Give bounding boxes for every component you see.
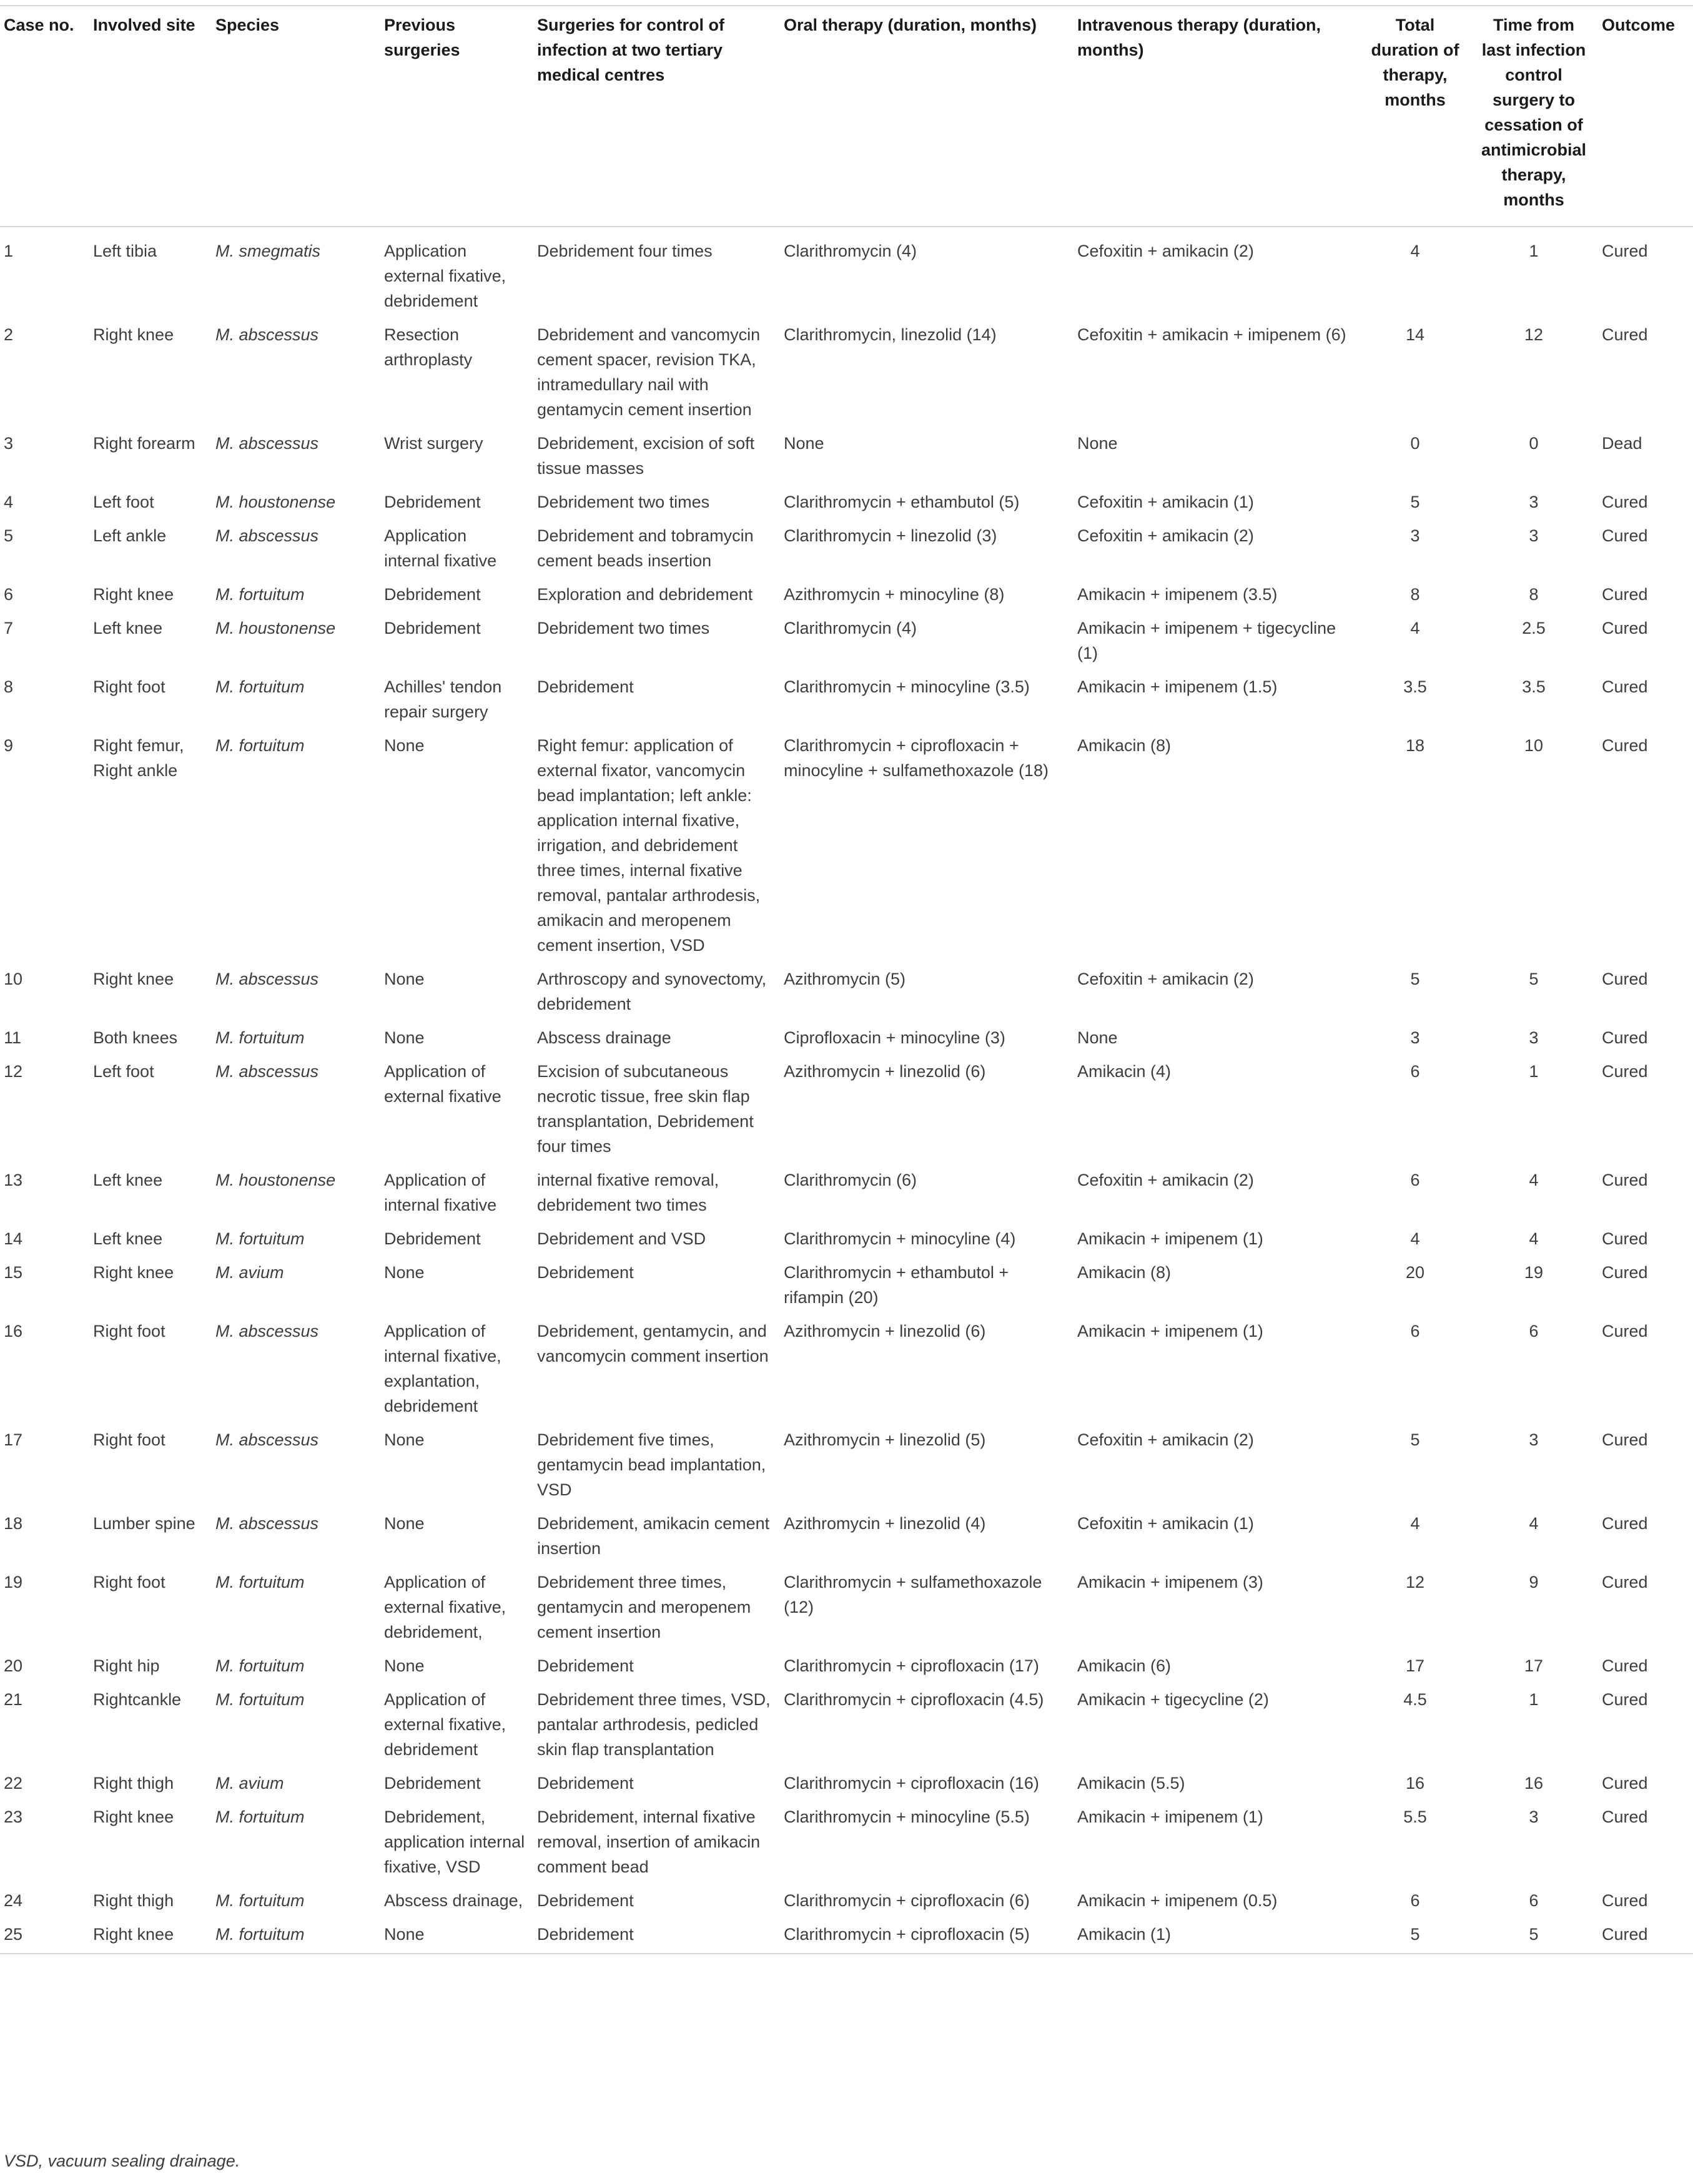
cell-oral-therapy: Azithromycin + linezolid (5) — [784, 1430, 986, 1449]
cell-intravenous-therapy: Amikacin (8) — [1077, 1263, 1172, 1282]
cell-intravenous-therapy: Amikacin + imipenem (1) — [1077, 1229, 1263, 1248]
cell-species: M. houstonense — [215, 1171, 336, 1189]
cell-species: M. smegmatis — [215, 242, 321, 260]
cell-outcome: Cured — [1598, 1917, 1693, 1954]
cell-case-no: 17 — [4, 1430, 23, 1449]
cell-involved-site: Both knees — [93, 1028, 178, 1047]
cell-involved-site: Right knee — [93, 585, 174, 604]
cell-time-to-cessation: 9 — [1529, 1573, 1539, 1591]
cell-case-no: 5 — [4, 526, 14, 545]
cell-species: M. avium — [215, 1263, 284, 1282]
cell-oral-therapy: Clarithromycin + ciprofloxacin (5) — [780, 1917, 1074, 1954]
cell-involved-site: Right foot — [93, 1573, 165, 1591]
cell-intravenous-therapy: None — [1077, 1028, 1118, 1047]
cell-intravenous-therapy: Amikacin (8) — [1077, 736, 1172, 755]
cell-previous-surgeries: Debridement — [384, 585, 481, 604]
cell-time-to-cessation: 16 — [1524, 1774, 1544, 1793]
cell-infection-control-surgeries: Debridement — [537, 1656, 634, 1675]
cell-case-no: 18 — [4, 1514, 23, 1533]
cell-oral-therapy: Azithromycin + linezolid (4) — [784, 1514, 986, 1533]
cell-intravenous-therapy: Cefoxitin + amikacin (2) — [1077, 970, 1254, 988]
cell-outcome: Cured — [1602, 1028, 1648, 1047]
cell-previous-surgeries: None — [380, 1917, 533, 1954]
cell-case-no: 20 — [4, 1656, 23, 1675]
cell-case-no: 23 — [4, 1808, 23, 1826]
header-row — [0, 6, 1693, 227]
cell-infection-control-surgeries: Right femur: application of external fixator, vancomycin bead implantation; left ankle: application internal fixative, irrigation, and debridement three times, internal fixative removal, pantalar arthrodesis, amikacin and meropenem cement insertion, VSD — [537, 736, 761, 955]
cell-infection-control-surgeries: Excision of subcutaneous necrotic tissue, free skin flap transplantation, Debridement four times — [537, 1062, 754, 1156]
cell-oral-therapy: Clarithromycin + ciprofloxacin (17) — [784, 1656, 1039, 1675]
cell-time-to-cessation: 1 — [1529, 242, 1539, 260]
cell-involved-site: Left ankle — [93, 526, 167, 545]
cell-outcome: Cured — [1602, 242, 1648, 260]
cell-previous-surgeries: Resection arthroplasty — [384, 325, 473, 369]
cell-species: M. fortuitum — [215, 585, 305, 604]
cell-involved-site: Right thigh — [93, 1891, 174, 1910]
cell-oral-therapy: Clarithromycin (6) — [784, 1171, 917, 1189]
cell-time-to-cessation: 1 — [1529, 1062, 1539, 1081]
cell-intravenous-therapy: None — [1077, 434, 1118, 453]
case-table — [0, 5, 1693, 1954]
cell-infection-control-surgeries: Debridement four times — [537, 242, 713, 260]
cell-involved-site: Right femur, Right ankle — [93, 736, 184, 780]
cell-involved-site: Right foot — [93, 1322, 165, 1340]
header-species: Species — [212, 6, 380, 227]
cell-total-duration: 6 — [1410, 1062, 1420, 1081]
cell-total-duration: 4 — [1410, 619, 1420, 637]
cell-intravenous-therapy: Amikacin (6) — [1077, 1656, 1172, 1675]
cell-outcome: Cured — [1602, 1229, 1648, 1248]
cell-time-to-cessation: 12 — [1524, 325, 1544, 344]
cell-time-to-cessation: 3 — [1529, 1430, 1539, 1449]
cell-outcome: Cured — [1602, 1690, 1648, 1709]
cell-previous-surgeries: Debridement — [384, 619, 481, 637]
cell-previous-surgeries: None — [384, 1028, 425, 1047]
cell-oral-therapy: Clarithromycin + ciprofloxacin (16) — [784, 1774, 1039, 1793]
cell-intravenous-therapy: Amikacin (1) — [1074, 1917, 1361, 1954]
table-row — [0, 518, 1693, 577]
table-row — [0, 1565, 1693, 1648]
cell-total-duration: 3 — [1410, 1028, 1420, 1047]
table-row — [0, 1054, 1693, 1163]
cell-intravenous-therapy: Amikacin + imipenem (1) — [1077, 1808, 1263, 1826]
cell-species: M. fortuitum — [215, 677, 305, 696]
cell-outcome: Cured — [1602, 526, 1648, 545]
cell-oral-therapy: Clarithromycin + minocyline (4) — [784, 1229, 1016, 1248]
cell-total-duration: 5 — [1410, 493, 1420, 511]
cell-case-no: 21 — [4, 1690, 23, 1709]
cell-species: M. houstonense — [215, 619, 336, 637]
cell-case-no: 4 — [4, 493, 14, 511]
cell-outcome: Cured — [1602, 1808, 1648, 1826]
cell-previous-surgeries: None — [384, 1514, 425, 1533]
cell-intravenous-therapy: Amikacin + imipenem (1) — [1077, 1322, 1263, 1340]
cell-time-to-cessation: 3 — [1529, 526, 1539, 545]
cell-involved-site: Lumber spine — [93, 1514, 195, 1533]
header-involved-site: Involved site — [89, 6, 212, 227]
cell-oral-therapy: None — [784, 434, 824, 453]
cell-oral-therapy: Azithromycin (5) — [784, 970, 906, 988]
cell-outcome: Cured — [1602, 493, 1648, 511]
cell-total-duration: 0 — [1410, 434, 1420, 453]
cell-total-duration: 6 — [1410, 1322, 1420, 1340]
table-row — [0, 728, 1693, 962]
cell-oral-therapy: Clarithromycin + ethambutol + rifampin (20) — [784, 1263, 1009, 1307]
table-row — [0, 485, 1693, 518]
cell-time-to-cessation: 5 — [1473, 1917, 1598, 1954]
cell-previous-surgeries: Achilles' tendon repair surgery — [384, 677, 502, 721]
cell-infection-control-surgeries: Debridement, internal fixative removal, insertion of amikacin comment bead — [537, 1808, 761, 1876]
cell-species: M. avium — [215, 1774, 284, 1793]
cell-time-to-cessation: 4 — [1529, 1514, 1539, 1533]
table-row — [0, 1020, 1693, 1054]
cell-intravenous-therapy: Cefoxitin + amikacin (2) — [1077, 242, 1254, 260]
cell-species: M. fortuitum — [215, 1808, 305, 1826]
cell-total-duration: 4 — [1410, 242, 1420, 260]
cell-infection-control-surgeries: Debridement and tobramycin cement beads insertion — [537, 526, 754, 570]
cell-previous-surgeries: Debridement, application internal fixative, VSD — [384, 1808, 525, 1876]
cell-infection-control-surgeries: Debridement two times — [537, 493, 710, 511]
table-row — [0, 1163, 1693, 1221]
cell-previous-surgeries: None — [384, 736, 425, 755]
cell-previous-surgeries: Application external fixative, debridement — [384, 242, 506, 310]
cell-previous-surgeries: Application of internal fixative, explantation, debridement — [384, 1322, 501, 1415]
cell-species: M. fortuitum — [215, 1690, 305, 1709]
cell-previous-surgeries: Application of external fixative, debridement — [384, 1690, 506, 1759]
cell-total-duration: 3.5 — [1403, 677, 1427, 696]
cell-case-no: 12 — [4, 1062, 23, 1081]
cell-species: M. abscessus — [215, 1062, 319, 1081]
cell-case-no: 13 — [4, 1171, 23, 1189]
cell-involved-site: Left knee — [93, 619, 163, 637]
cell-infection-control-surgeries: Debridement — [537, 1263, 634, 1282]
cell-total-duration: 6 — [1410, 1891, 1420, 1910]
cell-intravenous-therapy: Amikacin + imipenem (3.5) — [1077, 585, 1278, 604]
cell-infection-control-surgeries: Debridement — [533, 1917, 780, 1954]
cell-intravenous-therapy: Cefoxitin + amikacin (2) — [1077, 1430, 1254, 1449]
cell-total-duration: 17 — [1405, 1656, 1425, 1675]
cell-previous-surgeries: None — [384, 1656, 425, 1675]
cell-oral-therapy: Clarithromycin, linezolid (14) — [784, 325, 997, 344]
cell-intravenous-therapy: Cefoxitin + amikacin + imipenem (6) — [1077, 325, 1346, 344]
cell-total-duration: 5 — [1410, 1430, 1420, 1449]
cell-oral-therapy: Azithromycin + linezolid (6) — [784, 1322, 986, 1340]
cell-infection-control-surgeries: Debridement, excision of soft tissue masses — [537, 434, 755, 478]
cell-time-to-cessation: 6 — [1529, 1891, 1539, 1910]
cell-intravenous-therapy: Amikacin + imipenem + tigecycline (1) — [1077, 619, 1336, 662]
cell-involved-site: Right knee — [93, 1808, 174, 1826]
cell-outcome: Cured — [1602, 1573, 1648, 1591]
cell-time-to-cessation: 6 — [1529, 1322, 1539, 1340]
cell-intravenous-therapy: Cefoxitin + amikacin (1) — [1077, 493, 1254, 511]
cell-species: M. abscessus — [215, 1322, 319, 1340]
cell-outcome: Cured — [1602, 677, 1648, 696]
cell-infection-control-surgeries: Debridement three times, gentamycin and meropenem cement insertion — [537, 1573, 751, 1641]
cell-intravenous-therapy: Amikacin + tigecycline (2) — [1077, 1690, 1269, 1709]
table-row — [0, 611, 1693, 669]
table-row — [0, 426, 1693, 485]
table-row — [0, 1682, 1693, 1766]
cell-case-no: 19 — [4, 1573, 23, 1591]
cell-case-no: 3 — [4, 434, 14, 453]
cell-species: M. fortuitum — [215, 1891, 305, 1910]
table-row — [0, 577, 1693, 611]
table-body — [0, 227, 1693, 1954]
table-row — [0, 227, 1693, 317]
cell-oral-therapy: Clarithromycin + sulfamethoxazole (12) — [784, 1573, 1042, 1616]
cell-species: M. abscessus — [215, 526, 319, 545]
cell-outcome: Cured — [1602, 1514, 1648, 1533]
cell-oral-therapy: Ciprofloxacin + minocyline (3) — [784, 1028, 1005, 1047]
cell-time-to-cessation: 0 — [1529, 434, 1539, 453]
cell-involved-site: Right knee — [93, 970, 174, 988]
cell-time-to-cessation: 3 — [1529, 1028, 1539, 1047]
cell-outcome: Cured — [1602, 970, 1648, 988]
cell-outcome: Cured — [1602, 325, 1648, 344]
cell-previous-surgeries: None — [384, 1263, 425, 1282]
cell-oral-therapy: Clarithromycin + linezolid (3) — [784, 526, 997, 545]
header-outcome: Outcome — [1598, 6, 1693, 227]
cell-total-duration: 3 — [1410, 526, 1420, 545]
cell-oral-therapy: Clarithromycin + ethambutol (5) — [784, 493, 1020, 511]
cell-time-to-cessation: 1 — [1529, 1690, 1539, 1709]
cell-time-to-cessation: 3 — [1529, 1808, 1539, 1826]
cell-case-no: 7 — [4, 619, 14, 637]
cell-intravenous-therapy: Amikacin (5.5) — [1077, 1774, 1185, 1793]
cell-oral-therapy: Azithromycin + minocyline (8) — [784, 585, 1005, 604]
cell-total-duration: 6 — [1410, 1171, 1420, 1189]
cell-involved-site: Left foot — [93, 493, 154, 511]
cell-involved-site: Right knee — [89, 1917, 212, 1954]
cell-species: M. houstonense — [215, 493, 336, 511]
cell-time-to-cessation: 2.5 — [1522, 619, 1546, 637]
table-row — [0, 317, 1693, 426]
cell-intravenous-therapy: Amikacin (4) — [1077, 1062, 1172, 1081]
cell-species: M. abscessus — [215, 1514, 319, 1533]
cell-case-no: 10 — [4, 970, 23, 988]
header-case-no: Case no. — [0, 6, 89, 227]
cell-outcome: Cured — [1602, 1656, 1648, 1675]
cell-infection-control-surgeries: Debridement and VSD — [537, 1229, 706, 1248]
cell-oral-therapy: Clarithromycin (4) — [784, 242, 917, 260]
header-infection-control-surgeries: Surgeries for control of infection at two tertiary medical centres — [533, 6, 780, 227]
cell-oral-therapy: Clarithromycin + minocyline (3.5) — [784, 677, 1030, 696]
cell-infection-control-surgeries: Debridement — [537, 677, 634, 696]
cell-oral-therapy: Clarithromycin + ciprofloxacin (4.5) — [784, 1690, 1044, 1709]
cell-total-duration: 16 — [1405, 1774, 1425, 1793]
cell-species: M. fortuitum — [215, 1229, 305, 1248]
cell-infection-control-surgeries: Debridement two times — [537, 619, 710, 637]
cell-oral-therapy: Clarithromycin + ciprofloxacin (6) — [784, 1891, 1030, 1910]
cell-outcome: Cured — [1602, 1263, 1648, 1282]
header-intravenous-therapy: Intravenous therapy (duration, months) — [1074, 6, 1361, 227]
cell-previous-surgeries: Application of external fixative, debridement, — [384, 1573, 506, 1641]
cell-infection-control-surgeries: Exploration and debridement — [537, 585, 753, 604]
cell-oral-therapy: Clarithromycin + minocyline (5.5) — [784, 1808, 1030, 1826]
cell-intravenous-therapy: Amikacin + imipenem (1.5) — [1077, 677, 1278, 696]
header-previous-surgeries: Previous surgeries — [380, 6, 533, 227]
cell-involved-site: Left knee — [93, 1171, 163, 1189]
table-row — [0, 1917, 1693, 1954]
cell-outcome: Cured — [1602, 1322, 1648, 1340]
cell-total-duration: 4.5 — [1403, 1690, 1427, 1709]
cell-oral-therapy: Azithromycin + linezolid (6) — [784, 1062, 986, 1081]
cell-infection-control-surgeries: Debridement three times, VSD, pantalar arthrodesis, pedicled skin flap transplantation — [537, 1690, 771, 1759]
cell-case-no: 25 — [0, 1917, 89, 1954]
cell-species: M. fortuitum — [215, 1028, 305, 1047]
cell-intravenous-therapy: Cefoxitin + amikacin (2) — [1077, 1171, 1254, 1189]
cell-case-no: 9 — [4, 736, 14, 755]
cell-intravenous-therapy: Amikacin + imipenem (3) — [1077, 1573, 1263, 1591]
cell-case-no: 1 — [4, 242, 14, 260]
cell-time-to-cessation: 19 — [1524, 1263, 1544, 1282]
cell-previous-surgeries: Application of external fixative — [384, 1062, 501, 1106]
cell-total-duration: 14 — [1405, 325, 1425, 344]
table-row — [0, 1766, 1693, 1799]
cell-involved-site: Right knee — [93, 1263, 174, 1282]
cell-species: M. abscessus — [215, 1430, 319, 1449]
cell-case-no: 22 — [4, 1774, 23, 1793]
cell-previous-surgeries: Debridement — [384, 493, 481, 511]
table-row — [0, 1648, 1693, 1682]
cell-previous-surgeries: None — [384, 970, 425, 988]
table-row — [0, 1799, 1693, 1883]
cell-involved-site: Left foot — [93, 1062, 154, 1081]
cell-previous-surgeries: Debridement — [384, 1774, 481, 1793]
header-oral-therapy: Oral therapy (duration, months) — [780, 6, 1074, 227]
cell-outcome: Cured — [1602, 1774, 1648, 1793]
cell-involved-site: Right hip — [93, 1656, 160, 1675]
cell-previous-surgeries: None — [384, 1430, 425, 1449]
cell-previous-surgeries: Application internal fixative — [384, 526, 497, 570]
cell-time-to-cessation: 3.5 — [1522, 677, 1546, 696]
cell-total-duration: 5 — [1410, 970, 1420, 988]
cell-infection-control-surgeries: Debridement and vancomycin cement spacer, revision TKA, intramedullary nail with gentamycin cement insertion — [537, 325, 761, 419]
cell-case-no: 24 — [4, 1891, 23, 1910]
cell-previous-surgeries: Debridement — [384, 1229, 481, 1248]
cell-total-duration: 20 — [1405, 1263, 1425, 1282]
cell-case-no: 11 — [4, 1028, 22, 1047]
cell-involved-site: Right foot — [93, 1430, 165, 1449]
table-row — [0, 1506, 1693, 1565]
cell-intravenous-therapy: Cefoxitin + amikacin (1) — [1077, 1514, 1254, 1533]
cell-time-to-cessation: 3 — [1529, 493, 1539, 511]
cell-total-duration: 4 — [1410, 1514, 1420, 1533]
cell-total-duration: 4 — [1410, 1229, 1420, 1248]
cell-outcome: Dead — [1602, 434, 1642, 453]
cell-previous-surgeries: Abscess drainage, — [384, 1891, 523, 1910]
cell-oral-therapy: Clarithromycin (4) — [784, 619, 917, 637]
table-row — [0, 1314, 1693, 1422]
cell-case-no: 14 — [4, 1229, 23, 1248]
cell-involved-site: Left tibia — [93, 242, 157, 260]
cell-infection-control-surgeries: Debridement — [537, 1774, 634, 1793]
cell-outcome: Cured — [1602, 585, 1648, 604]
table-row — [0, 962, 1693, 1020]
table-row — [0, 1255, 1693, 1314]
cell-total-duration: 5 — [1361, 1917, 1473, 1954]
cell-time-to-cessation: 10 — [1524, 736, 1544, 755]
cell-intravenous-therapy: Cefoxitin + amikacin (2) — [1077, 526, 1254, 545]
table-row — [0, 1221, 1693, 1255]
cell-time-to-cessation: 17 — [1524, 1656, 1544, 1675]
cell-outcome: Cured — [1602, 1171, 1648, 1189]
cell-involved-site: Left knee — [93, 1229, 163, 1248]
cell-involved-site: Right knee — [93, 325, 174, 344]
cell-total-duration: 5.5 — [1403, 1808, 1427, 1826]
cell-infection-control-surgeries: Abscess drainage — [537, 1028, 671, 1047]
cell-previous-surgeries: Application of internal fixative — [384, 1171, 497, 1214]
cell-time-to-cessation: 4 — [1529, 1171, 1539, 1189]
cell-involved-site: Right thigh — [93, 1774, 174, 1793]
table-footnote: VSD, vacuum sealing drainage. — [4, 2152, 240, 2170]
cell-case-no: 6 — [4, 585, 14, 604]
cell-time-to-cessation: 8 — [1529, 585, 1539, 604]
cell-species: M. fortuitum — [215, 1656, 305, 1675]
cell-infection-control-surgeries: Arthroscopy and synovectomy, debridement — [537, 970, 767, 1013]
cell-outcome: Cured — [1602, 1430, 1648, 1449]
cell-outcome: Cured — [1602, 619, 1648, 637]
cell-intravenous-therapy: Amikacin + imipenem (0.5) — [1077, 1891, 1278, 1910]
cell-species: M. abscessus — [215, 434, 319, 453]
cell-outcome: Cured — [1602, 1062, 1648, 1081]
cell-previous-surgeries: Wrist surgery — [384, 434, 483, 453]
cell-total-duration: 12 — [1405, 1573, 1425, 1591]
cell-case-no: 15 — [4, 1263, 23, 1282]
cell-total-duration: 8 — [1410, 585, 1420, 604]
cell-infection-control-surgeries: internal fixative removal, debridement two times — [537, 1171, 719, 1214]
cell-outcome: Cured — [1602, 736, 1648, 755]
cell-time-to-cessation: 4 — [1529, 1229, 1539, 1248]
cell-time-to-cessation: 5 — [1529, 970, 1539, 988]
cell-species: M. fortuitum — [215, 1573, 305, 1591]
cell-infection-control-surgeries: Debridement, amikacin cement insertion — [537, 1514, 770, 1558]
cell-involved-site: Right foot — [93, 677, 165, 696]
header-total-duration: Total duration of therapy, months — [1361, 6, 1473, 227]
cell-case-no: 16 — [4, 1322, 23, 1340]
table-row — [0, 669, 1693, 728]
cell-involved-site: Right forearm — [93, 434, 195, 453]
header-time-to-cessation: Time from last infection control surgery to cessation of antimicrobial therapy, months — [1473, 6, 1598, 227]
cell-species: M. abscessus — [215, 325, 319, 344]
cell-species: M. fortuitum — [215, 736, 305, 755]
cell-case-no: 2 — [4, 325, 14, 344]
cell-oral-therapy: Clarithromycin + ciprofloxacin + minocyline + sulfamethoxazole (18) — [784, 736, 1049, 780]
cell-species: M. abscessus — [215, 970, 319, 988]
cell-infection-control-surgeries: Debridement five times, gentamycin bead implantation, VSD — [537, 1430, 766, 1499]
table-row — [0, 1883, 1693, 1917]
cell-case-no: 8 — [4, 677, 14, 696]
cell-species: M. fortuitum — [212, 1917, 380, 1954]
cell-infection-control-surgeries: Debridement, gentamycin, and vancomycin comment insertion — [537, 1322, 769, 1365]
table-row — [0, 1422, 1693, 1506]
cell-total-duration: 18 — [1405, 736, 1425, 755]
cell-involved-site: Rightcankle — [93, 1690, 182, 1709]
cell-outcome: Cured — [1602, 1891, 1648, 1910]
cell-infection-control-surgeries: Debridement — [537, 1891, 634, 1910]
